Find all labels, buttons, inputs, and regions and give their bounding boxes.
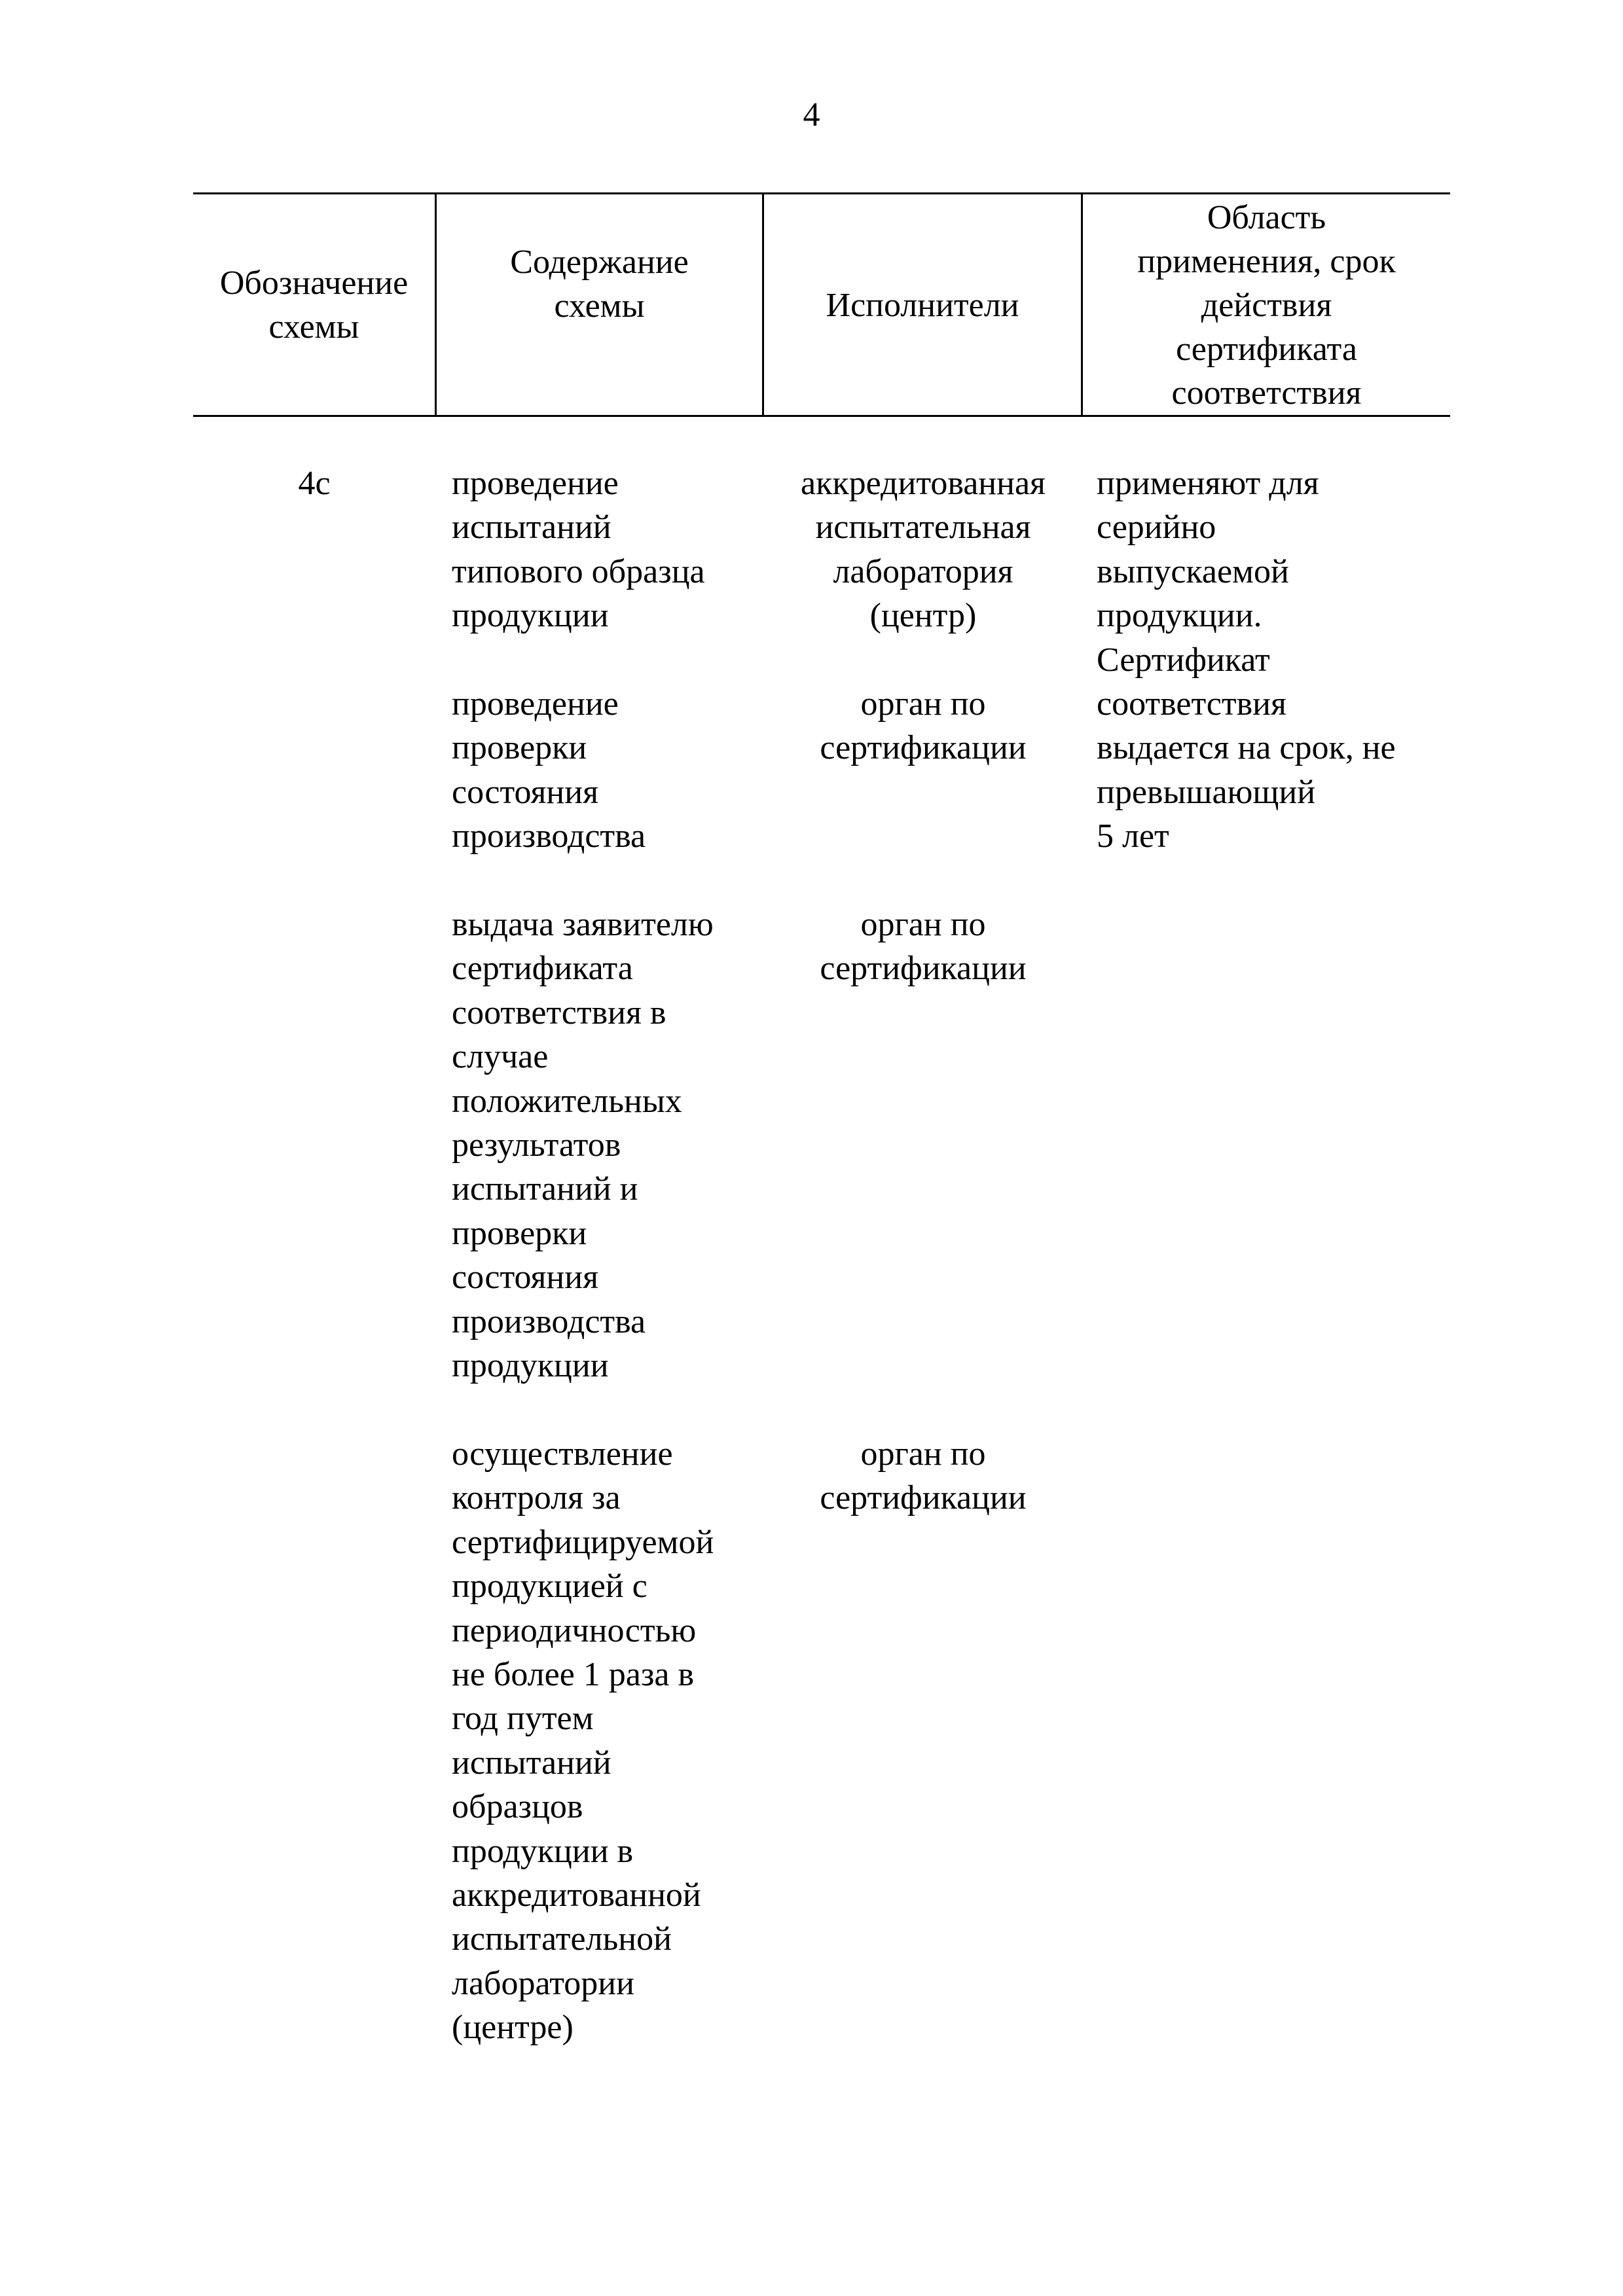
executor-line: сертификации [820, 950, 1027, 988]
content-line: положительных [452, 1082, 682, 1120]
executor-line: орган по [860, 906, 986, 943]
content-line: случае [452, 1038, 549, 1076]
executor-step-1 [766, 461, 1080, 638]
executor-line: сертификации [820, 1479, 1027, 1517]
content-line: год путем [452, 1700, 594, 1738]
content-line: испытательной [452, 1920, 672, 1958]
header-line: действия [1201, 286, 1332, 324]
executor-line: испытательная [815, 509, 1031, 547]
content-line: проведение [452, 685, 619, 723]
content-line: сертифицируемой [452, 1523, 714, 1561]
content-line: результатов [452, 1126, 621, 1164]
header-line: соответствия [1171, 374, 1362, 412]
content-line: продукции [452, 1347, 609, 1385]
page-number: 4 [803, 96, 820, 134]
content-line: испытаний и [452, 1170, 638, 1208]
scope-line: продукции. [1097, 597, 1262, 635]
scope-line: применяют для [1097, 465, 1319, 502]
content-line: контроля за [452, 1479, 621, 1517]
content-line: испытаний [452, 1744, 611, 1782]
scope-column [1097, 461, 1450, 859]
content-line: продукции [452, 597, 609, 635]
executor-step-2 [766, 682, 1080, 770]
scope-line: 5 лет [1097, 817, 1169, 855]
content-line: образцов [452, 1788, 583, 1826]
content-line: проведение [452, 465, 619, 502]
header-executors [764, 194, 1081, 416]
header-line: схемы [554, 287, 645, 325]
header-line: Исполнители [826, 286, 1019, 324]
scheme-designation: 4с [298, 465, 331, 502]
header-line: сертификата [1176, 330, 1357, 368]
content-line: состояния [452, 1259, 598, 1297]
content-line: производства [452, 1302, 646, 1340]
content-step-3 [452, 903, 714, 1388]
header-line: применения, срок [1137, 242, 1396, 280]
executor-step-3 [766, 903, 1080, 991]
executor-line: орган по [860, 1435, 986, 1473]
scope-line: выпускаемой [1097, 552, 1289, 590]
scope-line: Сертификат [1097, 641, 1270, 679]
scope-line: превышающий [1097, 773, 1316, 811]
content-line: периодичностью [452, 1611, 697, 1649]
content-step-1 [452, 461, 705, 638]
executor-step-4 [766, 1432, 1080, 1520]
header-line: Область [1207, 198, 1326, 236]
header-designation [193, 194, 435, 416]
header-line: Обозначение [219, 264, 409, 302]
content-line: выдача заявителю [452, 906, 714, 943]
content-step-4 [452, 1432, 714, 2050]
executor-line: сертификации [820, 729, 1027, 767]
executor-line: (центр) [869, 597, 977, 635]
content-line: продукции в [452, 1832, 634, 1870]
header-line: схемы [268, 308, 359, 346]
content-line: состояния [452, 773, 598, 811]
content-line: проверки [452, 729, 587, 767]
content-line: типового образца [452, 552, 705, 590]
content-line: осуществление [452, 1435, 673, 1473]
scope-line: серийно [1097, 509, 1216, 547]
header-content [437, 194, 762, 416]
content-line: не более 1 раза в [452, 1656, 695, 1694]
content-line: сертификата [452, 950, 633, 988]
executor-line: лаборатория [833, 552, 1013, 590]
content-line: аккредитованной [452, 1876, 701, 1914]
header-line: Содержание [510, 243, 689, 281]
content-line: соответствия в [452, 994, 666, 1031]
executor-line: аккредитованная [801, 465, 1046, 502]
content-line: лаборатории [452, 1964, 634, 2002]
header-scope [1083, 194, 1450, 416]
content-line: (центре) [452, 2009, 574, 2047]
content-line: испытаний [452, 509, 611, 547]
content-line: проверки [452, 1214, 587, 1252]
scope-line: выдается на срок, не [1097, 729, 1396, 767]
content-line: продукцией с [452, 1568, 647, 1605]
scope-line: соответствия [1097, 685, 1286, 723]
content-step-2 [452, 682, 646, 859]
content-line: производства [452, 817, 646, 855]
executor-line: орган по [860, 685, 986, 723]
